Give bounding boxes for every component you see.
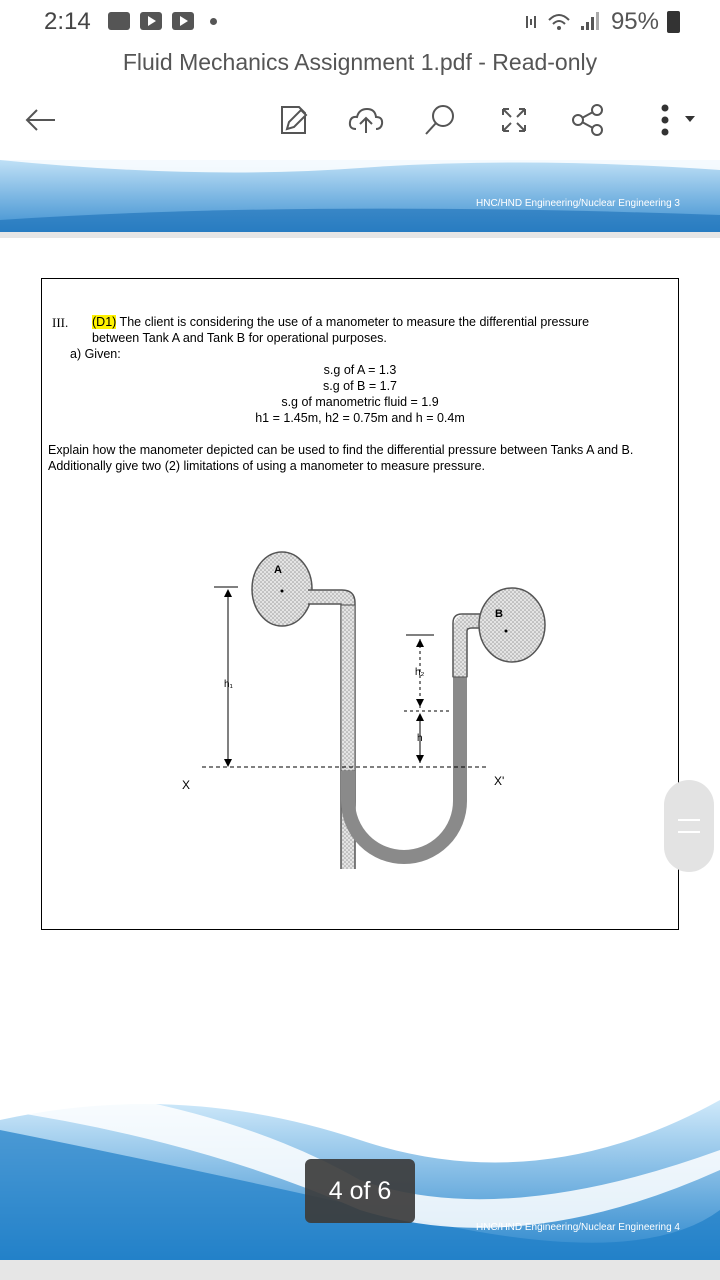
more-icon xyxy=(651,102,701,138)
question-explain: Explain how the manometer depicted can be used to find the differential pressure between Tanks A and B. Additionally give two (2) limitations of using a manometer to measure pressure. xyxy=(48,443,634,473)
viewer-bottom-strip xyxy=(0,1262,720,1280)
datum-x-left: X xyxy=(182,778,191,792)
document-title: Fluid Mechanics Assignment 1.pdf - Read-only xyxy=(122,49,598,75)
question-number: III. xyxy=(52,315,69,330)
expand-icon xyxy=(497,103,531,137)
share-icon xyxy=(570,103,606,137)
back-arrow-icon xyxy=(23,106,57,134)
notification-icons xyxy=(108,12,217,30)
toolbar xyxy=(0,92,720,152)
upload-button[interactable] xyxy=(344,98,388,142)
page-3-footer-text: HNC/HND Engineering/Nuclear Engineering 3 xyxy=(476,198,680,209)
given-value-1: s.g of A = 1.3 xyxy=(323,363,397,377)
h-label: h xyxy=(417,733,423,744)
scroll-handle[interactable] xyxy=(664,780,714,872)
drag-handle-icon xyxy=(678,819,700,833)
given-label: a) Given: xyxy=(70,347,121,361)
page-4-footer-text: HNC/HND Engineering/Nuclear Engineering 4 xyxy=(476,1222,680,1233)
more-notifications-icon xyxy=(210,18,217,25)
manometer-diagram xyxy=(42,539,678,869)
page-3-footer-banner xyxy=(0,160,720,232)
share-button[interactable] xyxy=(566,98,610,142)
back-button[interactable] xyxy=(18,98,62,142)
given-value-3: s.g of manometric fluid = 1.9 xyxy=(281,395,439,409)
search-button[interactable] xyxy=(418,98,462,142)
status-time: 2:14 xyxy=(44,8,91,35)
gallery-icon xyxy=(108,12,130,30)
question-tag: (D1) xyxy=(92,315,117,329)
search-icon xyxy=(422,102,458,138)
pdf-page-3 xyxy=(0,160,720,232)
left-leg-tank-fluid xyxy=(341,605,355,771)
tank-b xyxy=(479,588,545,662)
h1-label: h₁ xyxy=(224,679,233,690)
question-line-2: between Tank A and Tank B for operational purposes. xyxy=(92,331,387,345)
youtube-icon-2 xyxy=(172,12,194,30)
pdf-viewer[interactable] xyxy=(0,160,720,1280)
pdf-page-4 xyxy=(0,238,720,1260)
title-bar xyxy=(0,44,720,84)
edit-button[interactable] xyxy=(272,98,316,142)
cloud-upload-icon xyxy=(347,105,385,135)
status-bar xyxy=(0,0,720,44)
tank-a xyxy=(252,552,312,626)
youtube-icon xyxy=(140,12,162,30)
signal-icons xyxy=(523,10,603,34)
datum-x-right: X' xyxy=(494,774,505,788)
status-right xyxy=(523,8,680,36)
question-box xyxy=(41,278,679,930)
expand-button[interactable] xyxy=(492,98,536,142)
edit-icon xyxy=(277,103,311,137)
battery-icon xyxy=(667,11,680,33)
given-value-4: h1 = 1.45m, h2 = 0.75m and h = 0.4m xyxy=(255,411,465,425)
page-indicator: 4 of 6 xyxy=(305,1159,415,1223)
battery-percent: 95% xyxy=(610,8,659,35)
more-options-button[interactable] xyxy=(648,98,704,142)
given-value-2: s.g of B = 1.7 xyxy=(322,379,397,393)
question-line-1: (D1) The client is considering the use of a manometer to measure the differential pressure xyxy=(92,315,590,329)
tank-a-label: A xyxy=(274,564,282,576)
tank-b-label: B xyxy=(495,608,503,620)
h2-label: h₂ xyxy=(415,667,425,678)
